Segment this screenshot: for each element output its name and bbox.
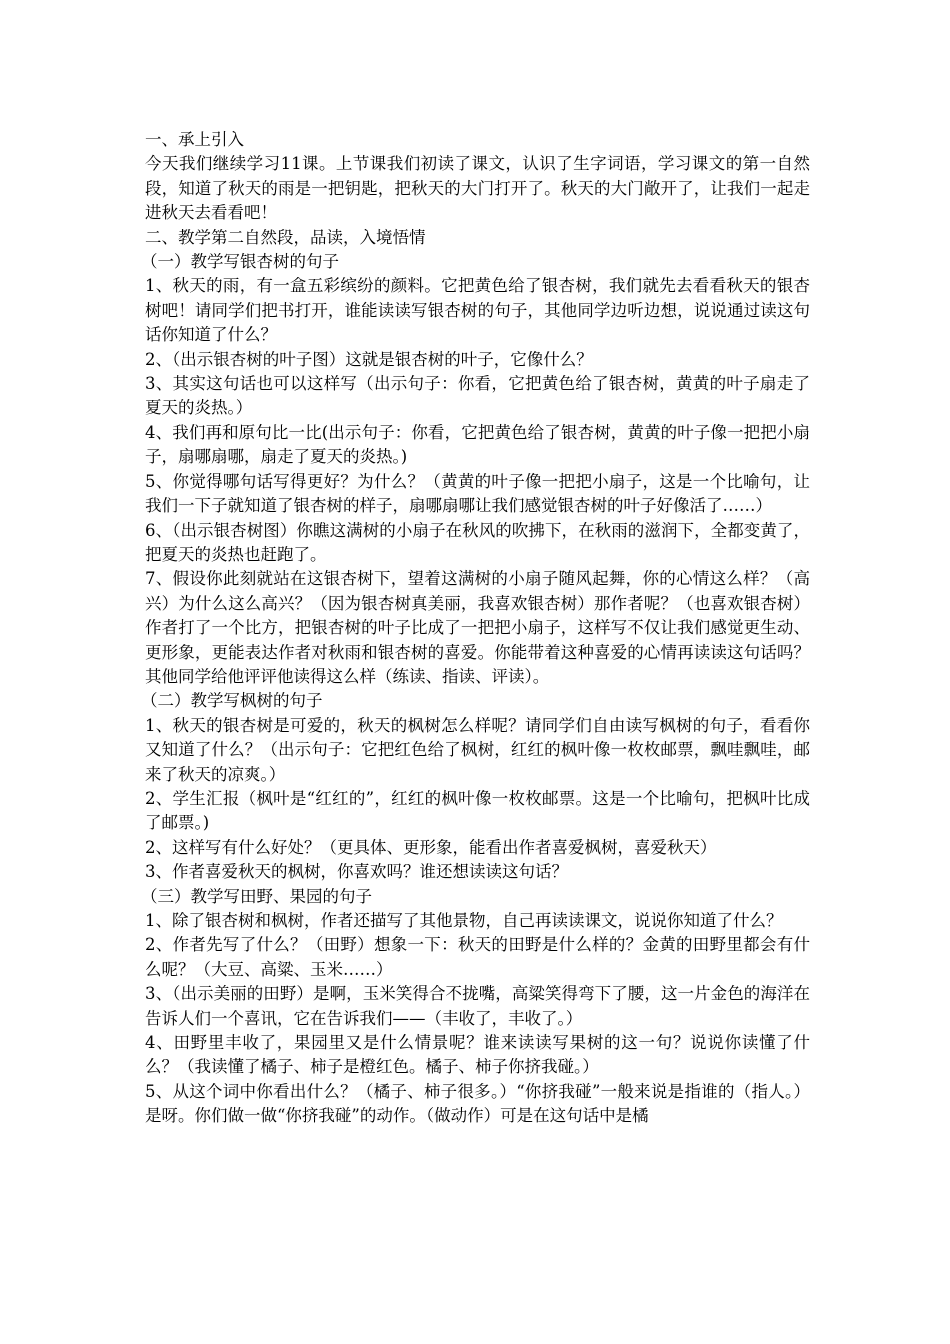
paragraph-ginkgo-1: 1、秋天的雨，有一盒五彩缤纷的颜料。它把黄色给了银杏树，我们就先去看看秋天的银杏树吧！请同学们把书打开，谁能读读写银杏树的句子，其他同学边听边想，说说通过读这句话你知道了什么？ [145,276,810,345]
paragraph-ginkgo-4: 4、我们再和原句比一比(出示句子：你看，它把黄色给了银杏树，黄黄的叶子像一把把小扇子，扇哪扇哪，扇走了夏天的炎热。) [145,422,810,467]
paragraph-fields-4: 4、田野里丰收了，果园里又是什么情景呢？谁来读读写果树的这一句？说说你读懂了什么？（我读懂了橘子、柿子是橙红色。橘子、柿子你挤我碰。） [145,1033,810,1077]
subheading-maple: （二）教学写枫树的句子 [141,691,323,711]
subheading-fields: （三）教学写田野、果园的句子 [141,886,372,906]
paragraph-ginkgo-7: 7、假设你此刻就站在这银杏树下，望着这满树的小扇子随风起舞，你的心情这么样？（高兴）为什么这么高兴？（因为银杏树真美丽，我喜欢银杏树）那作者呢？（也喜欢银杏树）作者打了一个比方，把银杏树的叶子比成了一把把小扇子，这样写不仅让我们感觉更生动、更形象，更能表达作者对秋雨和银杏树的喜爱。你能带着这种喜爱的心情再读读这句话吗？其他同学给他评评他读得这么样（练读、指读、评读）。 [145,569,810,686]
paragraph-intro: 今天我们继续学习11课。上节课我们初读了课文，认识了生字词语，学习课文的第一自然段，知道了秋天的雨是一把钥匙，把秋天的大门打开了。秋天的大门敞开了，让我们一起走进秋天去看看吧！ [145,154,810,223]
paragraph-maple-4: 3、作者喜爱秋天的枫树，你喜欢吗？谁还想读读这句话？ [145,862,568,882]
heading-1: 一、承上引入 [145,130,244,149]
paragraph-ginkgo-5: 5、你觉得哪句话写得更好？为什么？（黄黄的叶子像一把把小扇子，这是一个比喻句，让我们一下子就知道了银杏树的样子，扇哪扇哪让我们感觉银杏树的叶子好像活了……） [145,471,810,516]
paragraph-ginkgo-2: 2、（出示银杏树的叶子图）这就是银杏树的叶子，它像什么？ [145,349,593,369]
paragraph-maple-1: 1、秋天的银杏树是可爱的，秋天的枫树怎么样呢？请同学们自由读写枫树的句子，看看你又知道了什么？（出示句子：它把红色给了枫树，红红的枫叶像一枚枚邮票，飘哇飘哇，邮来了秋天的凉爽。） [145,715,810,784]
paragraph-ginkgo-6: 6、（出示银杏树图）你瞧这满树的小扇子在秋风的吹拂下，在秋雨的滋润下，全都变黄了，把夏天的炎热也赶跑了。 [145,520,810,564]
paragraph-fields-1: 1、除了银杏树和枫树，作者还描写了其他景物，自己再读读课文，说说你知道了什么？ [145,911,783,930]
paragraph-ginkgo-3: 3、其实这句话也可以这样写（出示句子：你看，它把黄色给了银杏树，黄黄的叶子扇走了夏天的炎热。） [145,374,810,418]
paragraph-fields-2: 2、作者先写了什么？（田野）想象一下：秋天的田野是什么样的？金黄的田野里都会有什么呢？（大豆、高粱、玉米……） [145,935,810,979]
heading-2: 二、教学第二自然段，品读，入境悟情 [145,227,426,247]
paragraph-maple-3: 2、这样写有什么好处？（更具体、更形象，能看出作者喜爱枫树，喜爱秋天） [145,837,717,857]
subheading-ginkgo: （一）教学写银杏树的句子 [141,252,339,272]
paragraph-maple-2: 2、学生汇报（枫叶是“红红的”，红红的枫叶像一枚枚邮票。这是一个比喻句，把枫叶比成了邮票。) [145,788,810,833]
paragraph-fields-3: 3、（出示美丽的田野）是啊，玉米笑得合不拢嘴，高粱笑得弯下了腰，这一片金色的海洋在告诉人们一个喜讯，它在告诉我们——（丰收了，丰收了。） [145,984,810,1028]
paragraph-fields-5: 5、从这个词中你看出什么？（橘子、柿子很多。）“你挤我碰”一般来说是指谁的（指人。）是呀。你们做一做“你挤我碰”的动作。（做动作）可是在这句话中是橘 [145,1081,810,1126]
document-body [141,128,810,1129]
